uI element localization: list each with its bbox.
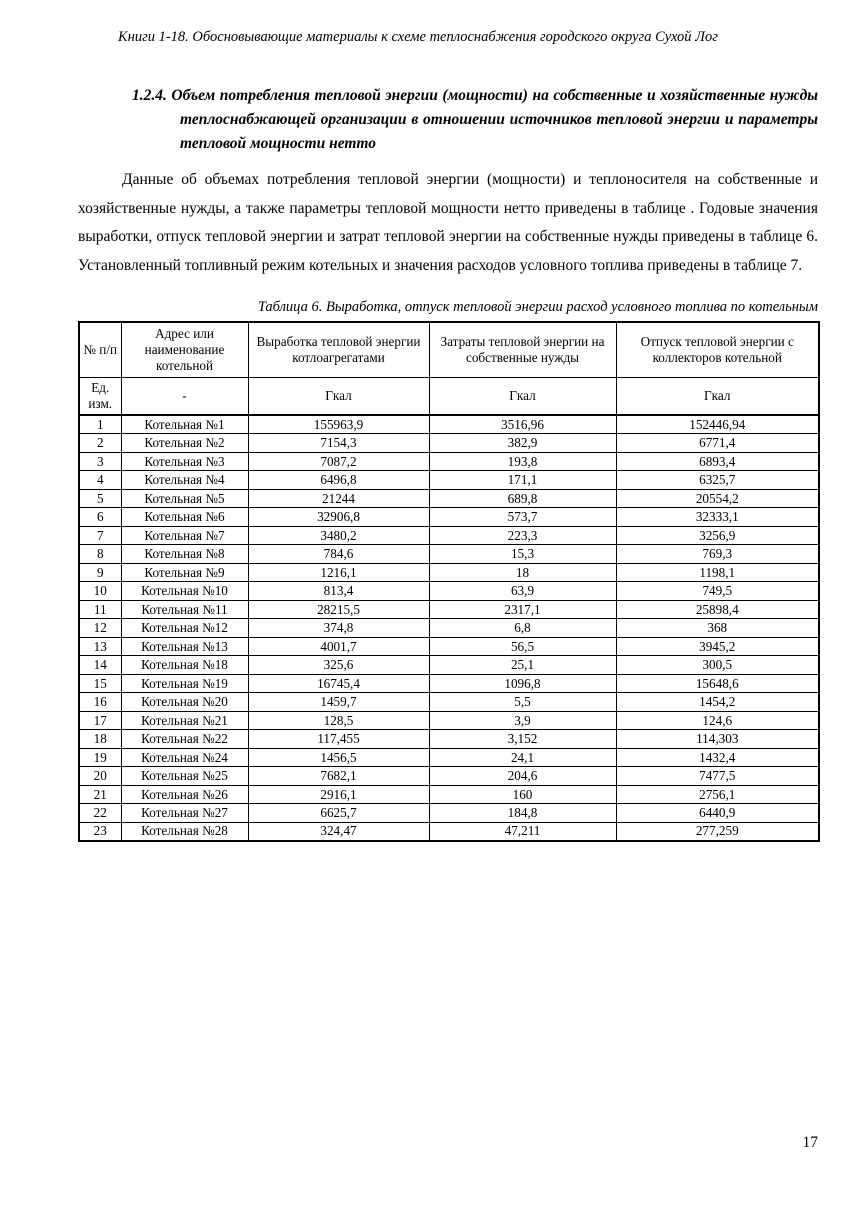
cell-no: 23 bbox=[79, 822, 121, 841]
cell-boiler-name: Котельная №12 bbox=[121, 619, 248, 638]
cell-boiler-name: Котельная №2 bbox=[121, 434, 248, 453]
cell-own-needs: 6,8 bbox=[429, 619, 616, 638]
cell-generation: 784,6 bbox=[248, 545, 429, 564]
cell-own-needs: 3516,96 bbox=[429, 415, 616, 434]
table-header-row bbox=[79, 322, 819, 378]
cell-no: 20 bbox=[79, 767, 121, 786]
cell-generation: 7682,1 bbox=[248, 767, 429, 786]
cell-own-needs: 184,8 bbox=[429, 804, 616, 823]
cell-no: 10 bbox=[79, 582, 121, 601]
units-label-cell: Ед. изм. bbox=[79, 378, 121, 416]
cell-release: 769,3 bbox=[616, 545, 819, 564]
cell-release: 1454,2 bbox=[616, 693, 819, 712]
cell-no: 14 bbox=[79, 656, 121, 675]
cell-own-needs: 24,1 bbox=[429, 748, 616, 767]
cell-no: 4 bbox=[79, 471, 121, 490]
cell-release: 1432,4 bbox=[616, 748, 819, 767]
cell-own-needs: 382,9 bbox=[429, 434, 616, 453]
table-row bbox=[79, 730, 819, 749]
cell-boiler-name: Котельная №27 bbox=[121, 804, 248, 823]
cell-boiler-name: Котельная №6 bbox=[121, 508, 248, 527]
table-row bbox=[79, 434, 819, 453]
cell-boiler-name: Котельная №11 bbox=[121, 600, 248, 619]
units-cell-release: Гкал bbox=[616, 378, 819, 416]
cell-no: 17 bbox=[79, 711, 121, 730]
body-paragraph: Данные об объемах потребления тепловой энергии (мощности) и теплоносителя на собственные и хозяйственные нужды, а также параметры тепловой мощности нетто приведены в таблице . Годовые значения выработки, отпуск тепловой энергии и затрат тепловой энергии на собственные нужды приведены в таблице 6. Установленный топливный режим котельных и значения расходов условного топлива приведены в таблице 7. bbox=[78, 171, 818, 274]
cell-no: 2 bbox=[79, 434, 121, 453]
cell-own-needs: 223,3 bbox=[429, 526, 616, 545]
table-caption: Таблица 6. Выработка, отпуск тепловой энергии расход условного топлива по котельным bbox=[257, 299, 818, 315]
cell-generation: 2916,1 bbox=[248, 785, 429, 804]
cell-no: 15 bbox=[79, 674, 121, 693]
table-row bbox=[79, 471, 819, 490]
cell-generation: 155963,9 bbox=[248, 415, 429, 434]
cell-release: 749,5 bbox=[616, 582, 819, 601]
cell-no: 7 bbox=[79, 526, 121, 545]
running-header: Книги 1-18. Обосновывающие материалы к схеме теплоснабжения городского округа Сухой Лог bbox=[118, 29, 718, 45]
cell-own-needs: 18 bbox=[429, 563, 616, 582]
table-header-cell-own-needs: Затраты тепловой энергии на собственные нужды bbox=[429, 322, 616, 378]
cell-generation: 6625,7 bbox=[248, 804, 429, 823]
cell-generation: 6496,8 bbox=[248, 471, 429, 490]
cell-generation: 7154,3 bbox=[248, 434, 429, 453]
cell-no: 8 bbox=[79, 545, 121, 564]
cell-boiler-name: Котельная №20 bbox=[121, 693, 248, 712]
cell-no: 16 bbox=[79, 693, 121, 712]
cell-release: 277,259 bbox=[616, 822, 819, 841]
table-row bbox=[79, 748, 819, 767]
cell-own-needs: 573,7 bbox=[429, 508, 616, 527]
section-title: Объем потребления тепловой энергии (мощности) на собственные и хозяйственные нужды теплоснабжающей организации в отношении источников тепловой энергии и параметры тепловой мощности нетто bbox=[171, 87, 819, 152]
cell-boiler-name: Котельная №19 bbox=[121, 674, 248, 693]
cell-release: 25898,4 bbox=[616, 600, 819, 619]
cell-boiler-name: Котельная №18 bbox=[121, 656, 248, 675]
table-row bbox=[79, 415, 819, 434]
cell-release: 3945,2 bbox=[616, 637, 819, 656]
section-heading bbox=[132, 84, 818, 156]
cell-generation: 128,5 bbox=[248, 711, 429, 730]
table-row bbox=[79, 582, 819, 601]
table-units-row bbox=[79, 378, 819, 416]
boiler-house-data-table bbox=[78, 321, 820, 842]
cell-boiler-name: Котельная №10 bbox=[121, 582, 248, 601]
table-header-cell-release: Отпуск тепловой энергии с коллекторов котельной bbox=[616, 322, 819, 378]
cell-generation: 324,47 bbox=[248, 822, 429, 841]
table-header-cell-no: № п/п bbox=[79, 322, 121, 378]
cell-release: 7477,5 bbox=[616, 767, 819, 786]
cell-no: 12 bbox=[79, 619, 121, 638]
cell-boiler-name: Котельная №9 bbox=[121, 563, 248, 582]
cell-boiler-name: Котельная №13 bbox=[121, 637, 248, 656]
cell-release: 6325,7 bbox=[616, 471, 819, 490]
cell-boiler-name: Котельная №21 bbox=[121, 711, 248, 730]
cell-release: 20554,2 bbox=[616, 489, 819, 508]
cell-own-needs: 3,9 bbox=[429, 711, 616, 730]
cell-generation: 28215,5 bbox=[248, 600, 429, 619]
cell-no: 18 bbox=[79, 730, 121, 749]
cell-release: 152446,94 bbox=[616, 415, 819, 434]
table-row bbox=[79, 563, 819, 582]
table-row bbox=[79, 785, 819, 804]
units-cell-own-needs: Гкал bbox=[429, 378, 616, 416]
table-row bbox=[79, 489, 819, 508]
cell-no: 11 bbox=[79, 600, 121, 619]
cell-own-needs: 47,211 bbox=[429, 822, 616, 841]
cell-release: 124,6 bbox=[616, 711, 819, 730]
cell-release: 3256,9 bbox=[616, 526, 819, 545]
cell-generation: 16745,4 bbox=[248, 674, 429, 693]
cell-generation: 1459,7 bbox=[248, 693, 429, 712]
cell-release: 1198,1 bbox=[616, 563, 819, 582]
cell-boiler-name: Котельная №1 bbox=[121, 415, 248, 434]
table-row bbox=[79, 637, 819, 656]
cell-generation: 813,4 bbox=[248, 582, 429, 601]
cell-boiler-name: Котельная №25 bbox=[121, 767, 248, 786]
cell-boiler-name: Котельная №5 bbox=[121, 489, 248, 508]
cell-generation: 1456,5 bbox=[248, 748, 429, 767]
table-row bbox=[79, 804, 819, 823]
cell-generation: 117,455 bbox=[248, 730, 429, 749]
cell-release: 32333,1 bbox=[616, 508, 819, 527]
table-row bbox=[79, 767, 819, 786]
cell-boiler-name: Котельная №8 bbox=[121, 545, 248, 564]
table-row bbox=[79, 526, 819, 545]
units-cell-generation: Гкал bbox=[248, 378, 429, 416]
table-row bbox=[79, 674, 819, 693]
cell-no: 9 bbox=[79, 563, 121, 582]
table-header-cell-generation: Выработка тепловой энергии котлоагрегатами bbox=[248, 322, 429, 378]
cell-boiler-name: Котельная №22 bbox=[121, 730, 248, 749]
cell-no: 3 bbox=[79, 452, 121, 471]
cell-release: 15648,6 bbox=[616, 674, 819, 693]
cell-no: 13 bbox=[79, 637, 121, 656]
cell-release: 368 bbox=[616, 619, 819, 638]
cell-own-needs: 25,1 bbox=[429, 656, 616, 675]
cell-release: 6440,9 bbox=[616, 804, 819, 823]
cell-boiler-name: Котельная №3 bbox=[121, 452, 248, 471]
cell-own-needs: 15,3 bbox=[429, 545, 616, 564]
cell-own-needs: 56,5 bbox=[429, 637, 616, 656]
cell-generation: 374,8 bbox=[248, 619, 429, 638]
table-row bbox=[79, 656, 819, 675]
table-row bbox=[79, 619, 819, 638]
cell-own-needs: 63,9 bbox=[429, 582, 616, 601]
cell-generation: 4001,7 bbox=[248, 637, 429, 656]
table-row bbox=[79, 693, 819, 712]
cell-generation: 7087,2 bbox=[248, 452, 429, 471]
cell-own-needs: 1096,8 bbox=[429, 674, 616, 693]
cell-no: 22 bbox=[79, 804, 121, 823]
table-row bbox=[79, 711, 819, 730]
cell-generation: 21244 bbox=[248, 489, 429, 508]
cell-no: 5 bbox=[79, 489, 121, 508]
table-row bbox=[79, 508, 819, 527]
table-row bbox=[79, 545, 819, 564]
cell-no: 21 bbox=[79, 785, 121, 804]
cell-generation: 3480,2 bbox=[248, 526, 429, 545]
cell-generation: 325,6 bbox=[248, 656, 429, 675]
cell-own-needs: 204,6 bbox=[429, 767, 616, 786]
cell-no: 6 bbox=[79, 508, 121, 527]
cell-own-needs: 2317,1 bbox=[429, 600, 616, 619]
cell-release: 6893,4 bbox=[616, 452, 819, 471]
section-number: 1.2.4. bbox=[132, 87, 167, 104]
page-number: 17 bbox=[802, 1134, 818, 1151]
cell-release: 300,5 bbox=[616, 656, 819, 675]
cell-boiler-name: Котельная №24 bbox=[121, 748, 248, 767]
cell-boiler-name: Котельная №7 bbox=[121, 526, 248, 545]
cell-boiler-name: Котельная №4 bbox=[121, 471, 248, 490]
cell-own-needs: 3,152 bbox=[429, 730, 616, 749]
cell-release: 2756,1 bbox=[616, 785, 819, 804]
cell-no: 1 bbox=[79, 415, 121, 434]
cell-own-needs: 171,1 bbox=[429, 471, 616, 490]
table-row bbox=[79, 600, 819, 619]
cell-no: 19 bbox=[79, 748, 121, 767]
cell-release: 6771,4 bbox=[616, 434, 819, 453]
cell-own-needs: 193,8 bbox=[429, 452, 616, 471]
cell-own-needs: 160 bbox=[429, 785, 616, 804]
units-cell-name: - bbox=[121, 378, 248, 416]
cell-boiler-name: Котельная №26 bbox=[121, 785, 248, 804]
cell-release: 114,303 bbox=[616, 730, 819, 749]
table-row bbox=[79, 822, 819, 841]
cell-own-needs: 5,5 bbox=[429, 693, 616, 712]
cell-own-needs: 689,8 bbox=[429, 489, 616, 508]
table-header-cell-name: Адрес или наименование котельной bbox=[121, 322, 248, 378]
cell-generation: 32906,8 bbox=[248, 508, 429, 527]
cell-generation: 1216,1 bbox=[248, 563, 429, 582]
table-row bbox=[79, 452, 819, 471]
cell-boiler-name: Котельная №28 bbox=[121, 822, 248, 841]
table-head bbox=[79, 322, 819, 415]
table-body bbox=[79, 415, 819, 841]
